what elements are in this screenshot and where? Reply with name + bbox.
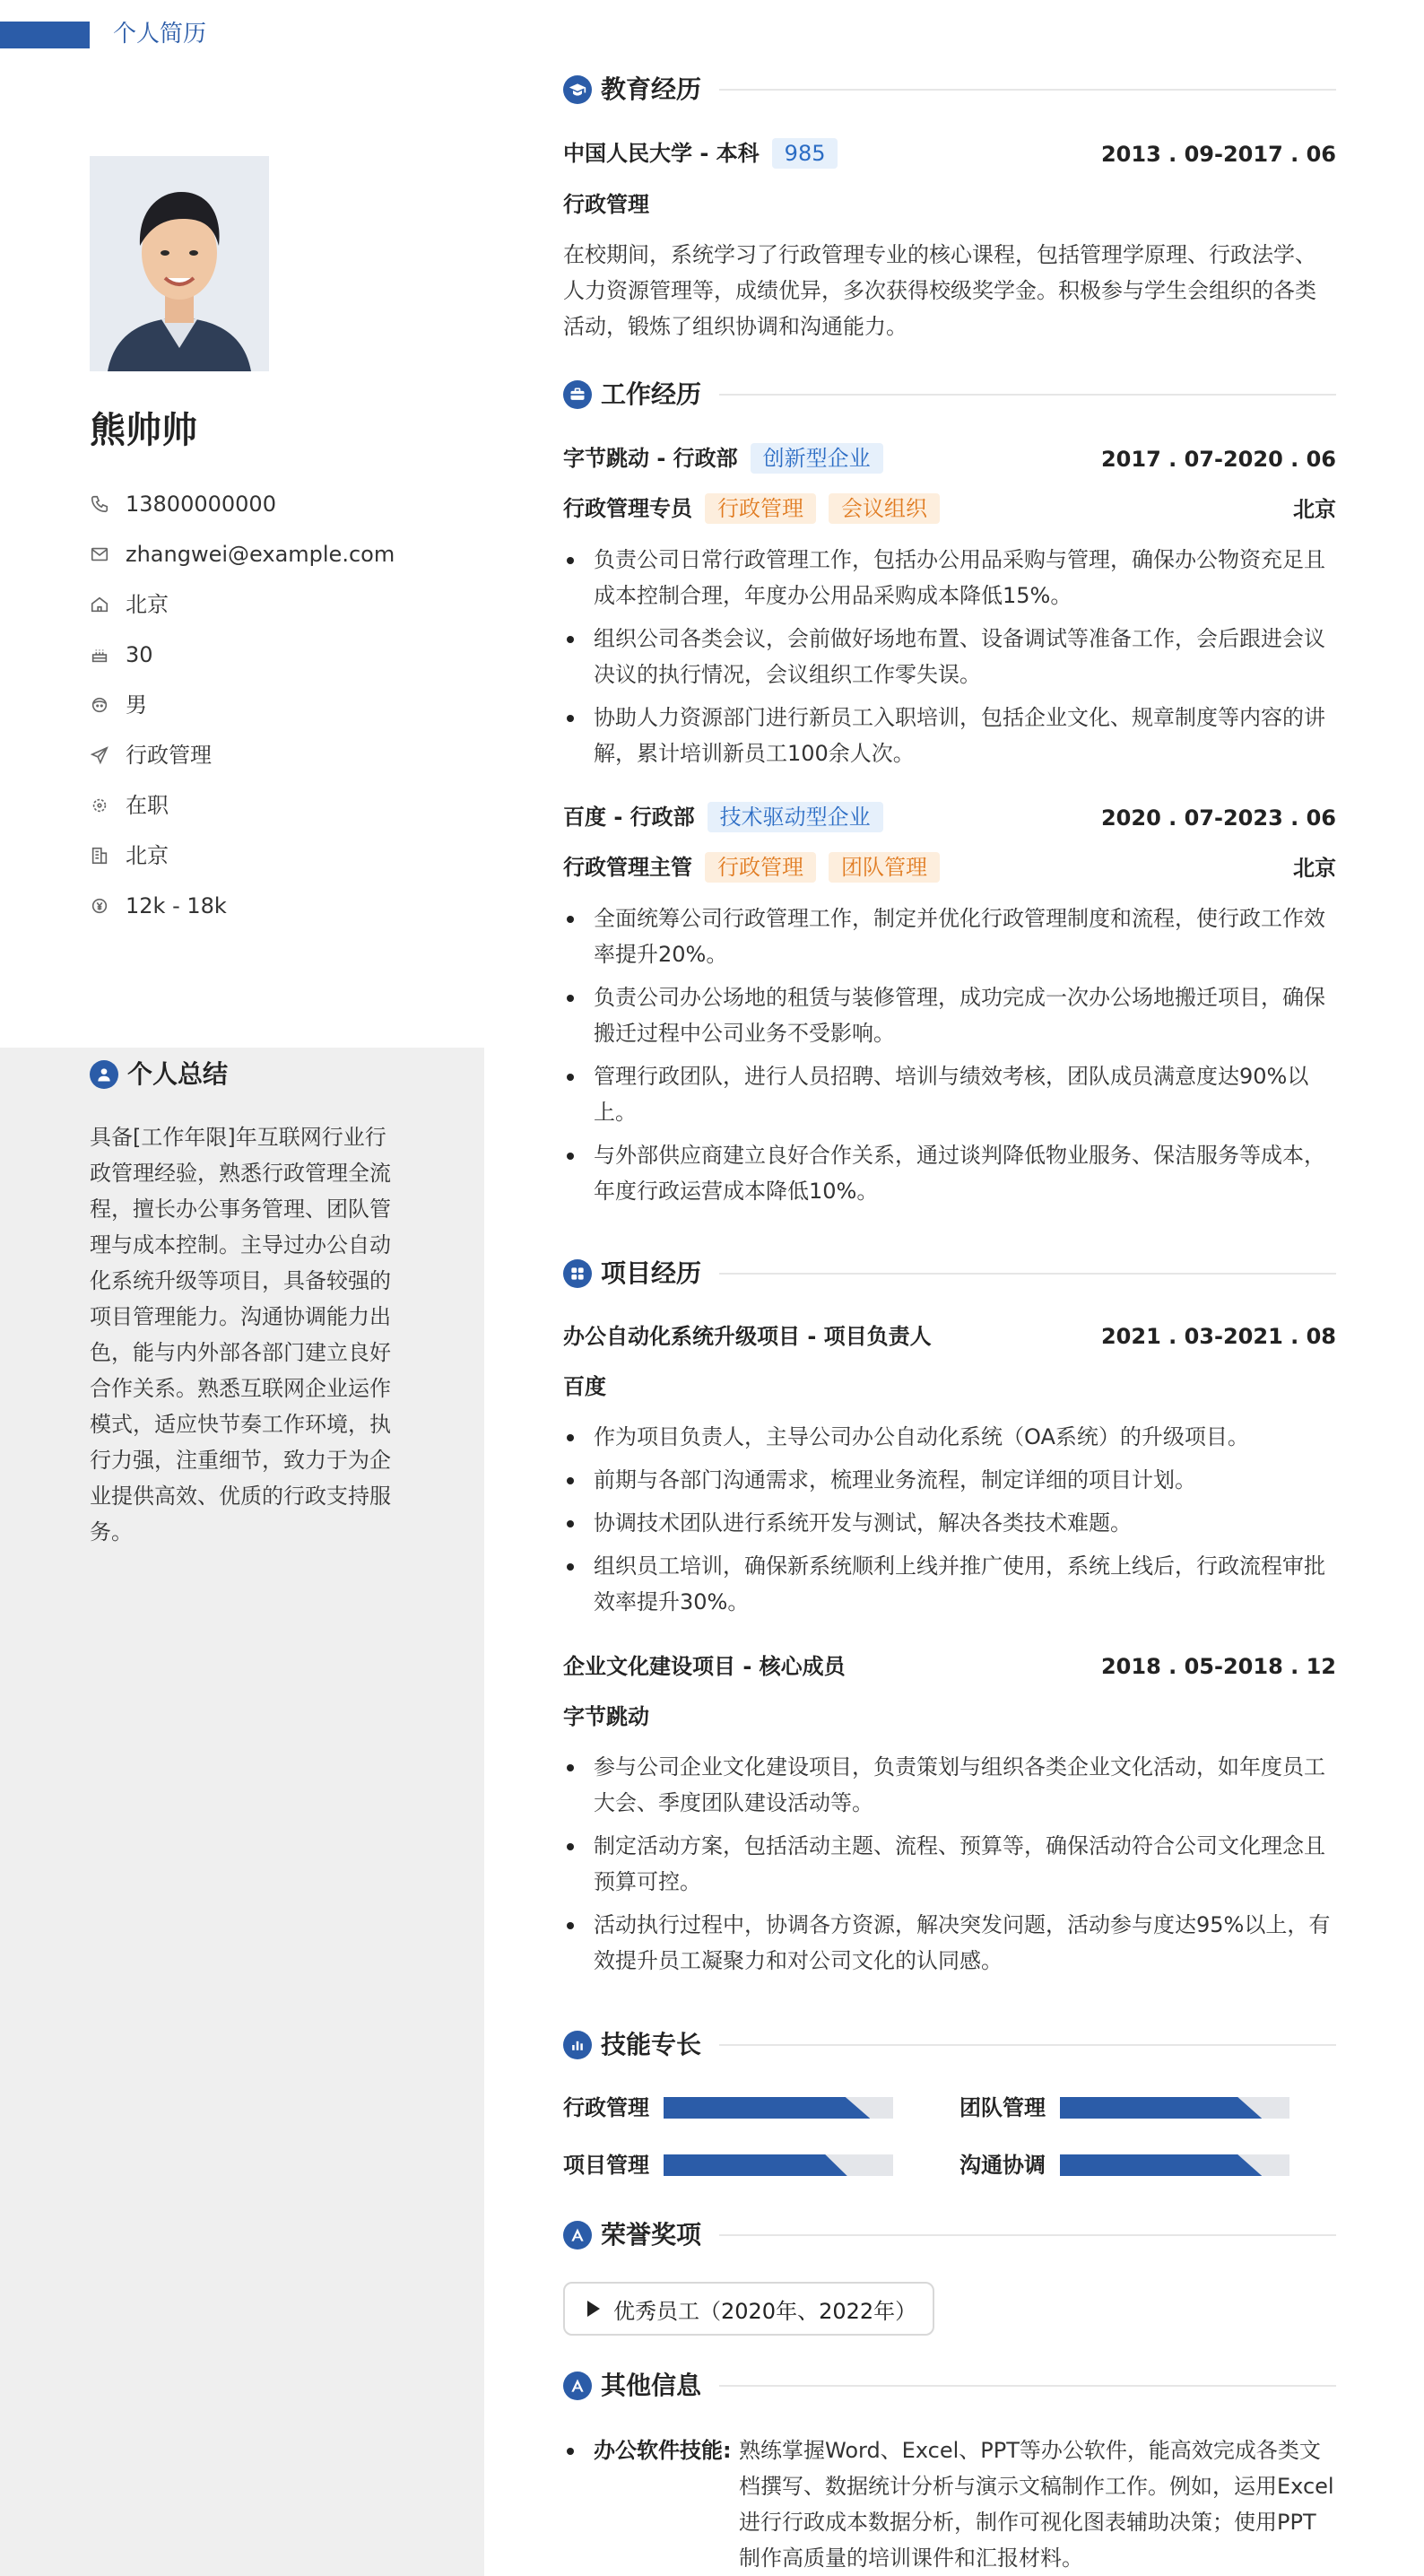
status-icon (90, 796, 109, 815)
job-company-row (563, 443, 883, 474)
skill-fill (664, 2097, 870, 2119)
divider (719, 89, 1336, 91)
list-item: 与外部供应商建立良好合作关系，通过谈判降低物业服务、保洁服务等成本，年度行政运营成本降低10%。 (563, 1137, 1336, 1209)
work-title: 工作经历 (601, 379, 702, 409)
summary-title: 个人总结 (127, 1059, 229, 1089)
phone-icon (90, 494, 109, 514)
list-item: 作为项目负责人，主导公司办公自动化系统（OA系统）的升级项目。 (563, 1419, 1336, 1455)
bullet-dot (563, 2432, 594, 2576)
project-date: 2018 . 05-2018 . 12 (1100, 1654, 1336, 1679)
info-email: zhangwei@example.com (90, 529, 466, 579)
play-triangle-icon (586, 2300, 601, 2318)
job-company-tag: 创新型企业 (751, 443, 883, 474)
info-award-icon (563, 2371, 592, 2400)
skill-fill (1060, 2097, 1262, 2119)
projects-title: 项目经历 (601, 1258, 702, 1288)
job-company-row (563, 802, 883, 832)
job-city: 北京 (1293, 497, 1336, 522)
divider (719, 2044, 1336, 2046)
skills-title: 技能专长 (601, 2030, 702, 2059)
job-bullets (563, 542, 1336, 771)
skill-bar (664, 2097, 893, 2119)
info-phone: 13800000000 (90, 479, 466, 529)
education-header (563, 72, 1336, 108)
user-icon (90, 1060, 118, 1089)
info-salary: 12k - 18k (90, 881, 466, 931)
info-city: 北京 (90, 579, 466, 630)
skill-bar (1060, 2097, 1289, 2119)
info-status: 在职 (90, 780, 466, 831)
divider (719, 2234, 1336, 2236)
education-major: 行政管理 (563, 192, 649, 217)
project-date: 2021 . 03-2021 . 08 (1100, 1324, 1336, 1349)
skill-label: 沟通协调 (959, 2153, 1046, 2178)
skill-fill (1060, 2154, 1262, 2176)
job-role: 行政管理主管 (563, 855, 692, 880)
divider (719, 2385, 1336, 2387)
award-icon (563, 2221, 592, 2250)
education-school-row (563, 138, 838, 169)
list-item: 组织员工培训，确保新系统顺利上线并推广使用，系统上线后，行政流程审批效率提升30%。 (563, 1548, 1336, 1620)
info-gender: 男 (90, 680, 466, 730)
project-bullets (563, 1419, 1336, 1620)
list-item: 参与公司企业文化建设项目，负责策划与组织各类企业文化活动，如年度员工大会、季度团队建设活动等。 (563, 1749, 1336, 1821)
skill-label: 行政管理 (563, 2095, 649, 2120)
education-title: 教育经历 (601, 74, 702, 104)
list-item: 负责公司办公场地的租赁与装修管理，成功完成一次办公场地搬迁项目，确保搬迁过程中公司业务不受影响。 (563, 979, 1336, 1051)
skill-bar (1060, 2154, 1289, 2176)
person-name: 熊帅帅 (90, 410, 197, 451)
building-icon (90, 846, 109, 866)
list-item: 协调技术团队进行系统开发与测试，解决各类技术难题。 (563, 1505, 1336, 1541)
honors-header (563, 2217, 1336, 2253)
mail-icon (90, 544, 109, 564)
job-city: 北京 (1293, 856, 1336, 881)
info-age: 30 (90, 630, 466, 680)
divider (719, 394, 1336, 396)
info-position: 行政管理 (90, 730, 466, 780)
contact-info-list (90, 479, 466, 931)
job-company: 百度 - 行政部 (563, 805, 695, 830)
skill-label: 团队管理 (959, 2095, 1046, 2120)
job-role-row (563, 852, 940, 883)
project-org: 字节跳动 (563, 1704, 649, 1729)
project-org: 百度 (563, 1374, 606, 1399)
list-item: 前期与各部门沟通需求，梳理业务流程，制定详细的项目计划。 (563, 1462, 1336, 1498)
projects-header (563, 1256, 1336, 1292)
job-company: 字节跳动 - 行政部 (563, 446, 738, 471)
job-role-row (563, 493, 940, 524)
list-item: 组织公司各类会议，会前做好场地布置、设备调试等准备工作，会后跟进会议决议的执行情况，会议组织工作零失误。 (563, 621, 1336, 692)
summary-header (90, 1057, 228, 1092)
list-item: 全面统筹公司行政管理工作，制定并优化行政管理制度和流程，使行政工作效率提升20%。 (563, 901, 1336, 972)
cake-icon (90, 645, 109, 665)
list-item: 制定活动方案，包括活动主题、流程、预算等，确保活动符合公司文化理念且预算可控。 (563, 1828, 1336, 1900)
list-item: 负责公司日常行政管理工作，包括办公用品采购与管理，确保办公物资充足且成本控制合理，年度办公用品采购成本降低15%。 (563, 542, 1336, 614)
skill-bar (664, 2154, 893, 2176)
skill-fill (664, 2154, 847, 2176)
resume-label: 个人简历 (113, 21, 207, 48)
info-work-city: 北京 (90, 831, 466, 881)
job-company-tag: 技术驱动型企业 (708, 802, 883, 832)
list-item: 活动执行过程中，协调各方资源，解决突发问题，活动参与度达95%以上，有效提升员工凝聚力和对公司文化的认同感。 (563, 1907, 1336, 1979)
other-title: 其他信息 (601, 2371, 702, 2400)
honor-item[interactable] (563, 2282, 934, 2336)
education-date: 2013 . 09-2017 . 06 (1100, 142, 1336, 167)
project-bullets (563, 1749, 1336, 1979)
summary-text: 具备[工作年限]年互联网行业行政管理经验，熟悉行政管理全流程，擅长办公事务管理、团队管理与成本控制。主导过办公自动化系统升级等项目，具备较强的项目管理能力。沟通协调能力出色，能与内外部各部门建立良好合作关系。熟悉互联网企业运作模式，适应快节奏工作环境，执行力强，注重细节，致力于为企业提供高效、优质的行政支持服务。 (90, 1125, 391, 1545)
work-header (563, 377, 1336, 413)
other-item (563, 2432, 1336, 2576)
divider (719, 1273, 1336, 1275)
home-icon (90, 595, 109, 614)
education-school: 中国人民大学 - 本科 (563, 141, 760, 166)
project-name: 办公自动化系统升级项目 - 项目负责人 (563, 1324, 932, 1349)
list-item: 管理行政团队，进行人员招聘、培训与绩效考核，团队成员满意度达90%以上。 (563, 1058, 1336, 1130)
avatar-portrait-icon (90, 156, 269, 371)
graduation-cap-icon (563, 75, 592, 104)
grid-icon (563, 1259, 592, 1288)
skill-label: 项目管理 (563, 2153, 649, 2178)
gender-icon (90, 695, 109, 715)
briefcase-icon (563, 380, 592, 409)
other-header (563, 2368, 1336, 2404)
bar-chart-icon (563, 2031, 592, 2059)
job-role-tag: 会议组织 (829, 493, 940, 524)
list-item: 协助人力资源部门进行新员工入职培训，包括企业文化、规章制度等内容的讲解，累计培训新员工100余人次。 (563, 700, 1336, 771)
job-role-tag: 行政管理 (705, 852, 816, 883)
header-accent-bar (0, 22, 90, 48)
skills-header (563, 2027, 1336, 2063)
project-name: 企业文化建设项目 - 核心成员 (563, 1654, 846, 1679)
job-role-tag: 团队管理 (829, 852, 940, 883)
job-date: 2017 . 07-2020 . 06 (1100, 447, 1336, 472)
job-role: 行政管理专员 (563, 496, 692, 521)
job-bullets (563, 901, 1336, 1209)
salary-icon (90, 896, 109, 916)
other-text: 熟练掌握Word、Excel、PPT等办公软件，能高效完成各类文档撰写、数据统计分析与演示文稿制作工作。例如，运用Excel进行行政成本数据分析，制作可视化图表辅助决策；使用PPT制作高质量的培训课件和汇报材料。 (739, 2438, 1334, 2571)
avatar (90, 156, 269, 371)
job-role-tag: 行政管理 (705, 493, 816, 524)
honors-title: 荣誉奖项 (601, 2220, 702, 2250)
job-date: 2020 . 07-2023 . 06 (1100, 805, 1336, 831)
send-icon (90, 745, 109, 765)
other-label: 办公软件技能: (594, 2438, 732, 2463)
education-tag: 985 (772, 138, 838, 169)
honor-text: 优秀员工（2020年、2022年） (613, 2298, 917, 2324)
education-desc: 在校期间，系统学习了行政管理专业的核心课程，包括管理学原理、行政法学、人力资源管理等，成绩优异，多次获得校级奖学金。积极参与学生会组织的各类活动，锻炼了组织协调和沟通能力。 (563, 242, 1316, 339)
